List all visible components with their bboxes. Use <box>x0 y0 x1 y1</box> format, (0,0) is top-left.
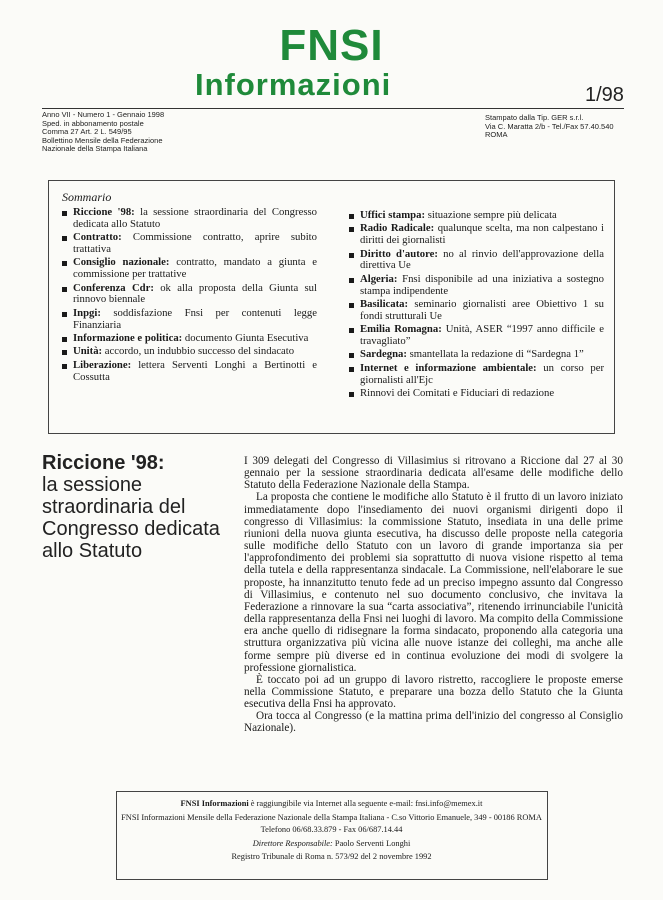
footer-address: FNSI Informazioni Mensile della Federazione Nazionale della Stampa Italiana - C.so Vittorio Emanuele, 349 - 00186 ROMA <box>121 813 542 822</box>
sommario-item <box>62 232 317 256</box>
item-head: Diritto d'autore: <box>360 247 438 260</box>
item-head: Basilicata: <box>360 297 409 310</box>
sommario-item <box>62 360 317 384</box>
item-text: ok alla proposta della Giunta sul rinnovo biennale <box>73 281 317 306</box>
sommario-item <box>62 257 317 281</box>
item-head: Radio Radicale: <box>360 222 435 235</box>
footer-registry: Registro Tribunale di Roma n. 573/92 del 2 novembre 1992 <box>231 852 432 861</box>
meta-line: Stampato dalla Tip. GER s.r.l. <box>485 113 584 122</box>
meta-line: Bollettino Mensile della Federazione <box>42 135 163 145</box>
item-text: Rinnovi dei Comitati e Fiduciari di redazione <box>360 386 555 399</box>
item-text: seminario giornalisti aree Obiettivo 1 su fondi strutturali Ue <box>360 297 604 322</box>
sommario-item <box>349 388 604 400</box>
article-paragraph: La proposta che contiene le modifiche allo Statuto è il frutto di un lavoro iniziato immediatamente dopo l'insediamento dei nuovi organismi dirigenti dopo il congresso di Villasimius: la commissione Statuto, insediata in una delle prime riunioni della nuova giunta esecutiva, ha discusso delle proposte nella categoria sulle modifiche dello Statuto con un lavoro di grande importanza sia per l'approfondimento dei problemi sia soprattutto di nuova visione rispetto al tema della tutela e della rappresentanza sindacale. La Commissione, nell'elaborare le sue proposte, ha innanzitutto tenuto fede ad un preciso impegno assunto dal Congresso di Villasimius, e contenuto nel suo documento conclusivo, che invitava la Federazione a rinnovare la sua “carta associativa”, ritenendo irrinunciabile l'unicità della rappresentanza della Fnsi nei luoghi di lavoro. Ma compito della Commissione era anche quello di ridisegnare la forma sindacato, proponendo alla categoria una struttura organizzativa più vicina alle nuove istanze dei colleghi, ma anche alle forme sempre più diverse ed in continua evoluzione dei modi di svolgere la professione giornalistica. <box>244 491 623 674</box>
item-text: Commissione contratto, aprire subito trattativa <box>73 231 317 255</box>
sommario-item <box>62 346 317 358</box>
sommario-item <box>349 210 604 222</box>
item-head: Informazione e politica: <box>73 331 183 344</box>
item-text: Fnsi disponibile ad una iniziativa a sostegno stampa indipendente <box>360 272 604 297</box>
footer-phone: Telefono 06/68.33.879 - Fax 06/687.14.44 <box>260 825 403 834</box>
header-rule <box>42 108 624 109</box>
footer-director-name: Paolo Serventi Longhi <box>332 839 411 848</box>
item-head: Riccione '98: <box>73 206 135 218</box>
publication-info <box>42 111 262 154</box>
sommario-item <box>349 324 604 348</box>
item-head: Liberazione: <box>73 358 132 371</box>
sommario-item <box>349 363 604 387</box>
sommario-title: Sommario <box>62 190 112 204</box>
item-text: la sessione straordinaria del Congresso dedicata allo Statuto <box>73 206 317 230</box>
meta-line: Anno VII - Numero 1 - Gennaio 1998 <box>42 110 165 119</box>
sommario-item <box>62 207 317 231</box>
printer-info <box>485 114 645 140</box>
article-title-main: Riccione '98: <box>42 452 165 474</box>
footer-director <box>0 838 663 849</box>
item-head: Conferenza Cdr: <box>73 281 154 294</box>
sommario-item <box>62 333 317 345</box>
item-head: Contratto: <box>73 231 122 244</box>
meta-line: Comma 27 Art. 2 L. 549/95 <box>42 127 132 137</box>
item-head: Algeria: <box>360 272 398 285</box>
footer-email-line <box>0 798 663 809</box>
article-title-sub: la sessione straordinaria del Congresso dedicata allo Statuto <box>42 474 220 562</box>
article-paragraph: È toccato poi ad un gruppo di lavoro ristretto, raccogliere le proposte emerse nella Commissione Statuto, e preparare una bozza dello Statuto che la Giunta esecutiva della Fnsi ha approvato. <box>244 673 623 711</box>
footer-brand: FNSI Informazioni <box>180 799 249 808</box>
item-text: accordo, un indubbio successo del sindacato <box>102 345 295 358</box>
sommario-left-column <box>62 207 317 385</box>
meta-line: Via C. Maratta 2/b - Tel./Fax 57.40.540 <box>485 121 614 131</box>
sommario-right-column <box>349 210 604 401</box>
item-text: documento Giunta Esecutiva <box>182 331 309 344</box>
item-head: Sardegna: <box>360 348 407 361</box>
footer-director-label: Direttore Responsabile: <box>252 839 333 848</box>
sommario-item <box>349 249 604 273</box>
meta-line: Sped. in abbonamento postale <box>42 118 144 128</box>
article-body <box>244 455 623 735</box>
item-head: Internet e informazione ambientale: <box>360 361 537 374</box>
item-text: soddisfazione Fnsi per contenuti legge Finanziaria <box>73 306 317 331</box>
sommario-item <box>349 349 604 361</box>
meta-line: Nazionale della Stampa Italiana <box>42 144 148 154</box>
item-text: lettera Serventi Longhi a Bertinotti e Cossutta <box>73 358 317 383</box>
item-text: qualunque scelta, ma non calpestano i diritti dei giornalisti <box>360 222 605 247</box>
masthead-brand: FNSI <box>279 21 384 70</box>
article-paragraph: I 309 delegati del Congresso di Villasimius si ritrovano a Riccione dal 27 al 30 gennaio per la sessione straordinaria dedicata all'esame delle modifiche dello Statuto della Federazione Nazionale della Stampa. <box>244 455 623 492</box>
item-text: Unità, ASER “1997 anno difficile e travagliato” <box>360 323 604 347</box>
item-head: Emilia Romagna: <box>360 323 442 336</box>
item-head: Consiglio nazionale: <box>73 256 170 269</box>
item-text: contratto, mandato a giunta e commissione per trattative <box>73 256 317 281</box>
sommario-item <box>349 299 604 323</box>
footer-email-text: è raggiungibile via Internet alla seguente e-mail: fnsi.info@memex.it <box>248 799 483 808</box>
item-head: Unità: <box>73 345 103 358</box>
item-text: situazione sempre più delicata <box>425 209 557 221</box>
article-title <box>42 452 227 562</box>
item-text: smantellata la redazione di “Sardegna 1” <box>406 348 584 361</box>
sommario-item <box>349 223 604 247</box>
meta-line: ROMA <box>485 130 508 140</box>
sommario-item <box>62 308 317 332</box>
item-head: Uffici stampa: <box>360 209 426 221</box>
item-text: un corso per giornalisti all'Ejc <box>360 361 605 386</box>
masthead-subtitle: Informazioni <box>195 67 392 102</box>
item-text: no al rinvio dell'approvazione della direttiva Ue <box>360 247 604 272</box>
sommario-item <box>349 274 604 298</box>
item-head: Inpgi: <box>73 306 101 319</box>
issue-number: 1/98 <box>585 84 624 106</box>
article-paragraph: Ora tocca al Congresso (e la mattina prima dell'inizio del congresso al Consiglio Nazionale). <box>244 710 623 735</box>
sommario-item <box>62 283 317 307</box>
